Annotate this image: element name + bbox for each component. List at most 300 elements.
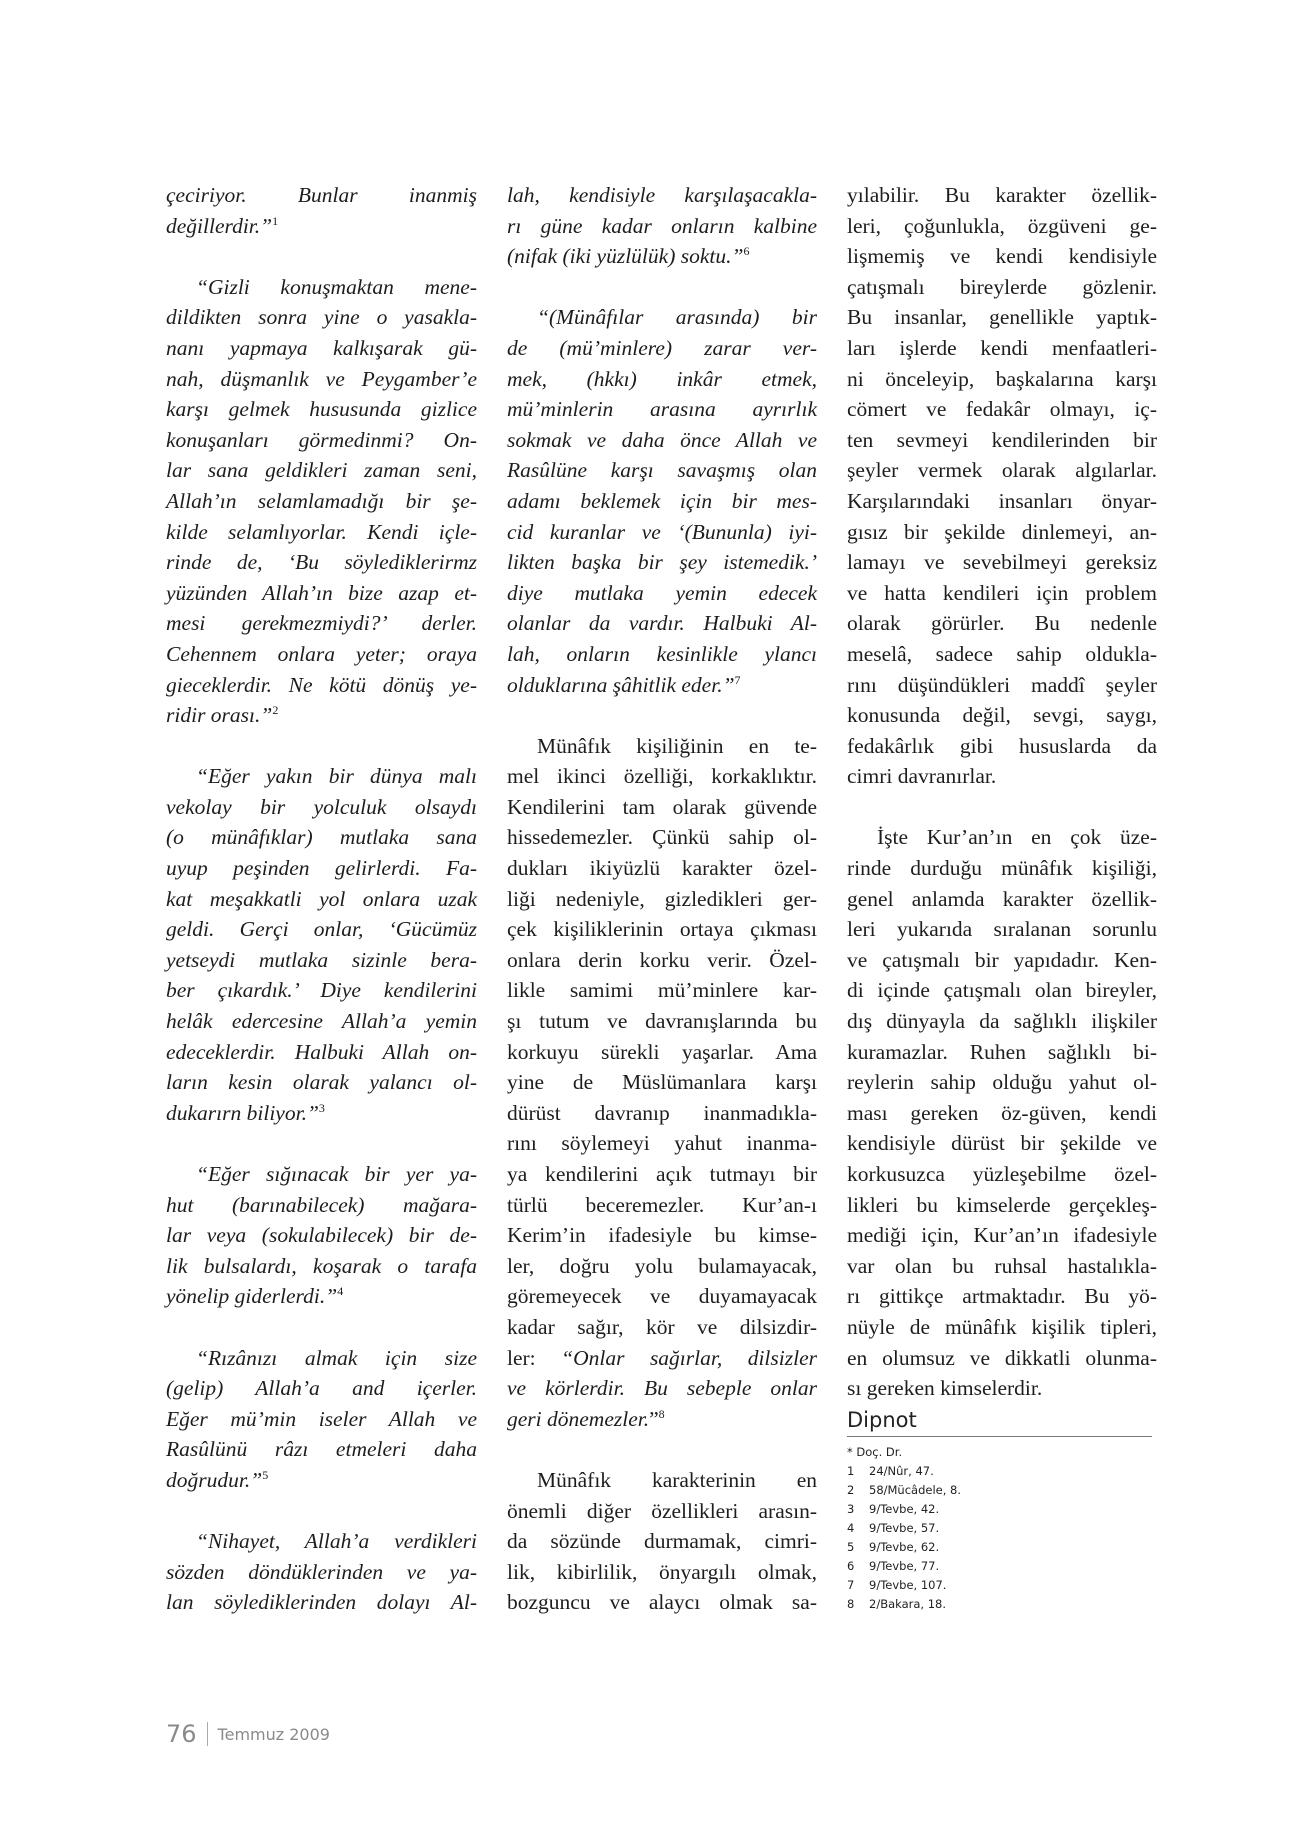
line-text: ber çıkardık.’ Diye kendilerini: [166, 978, 477, 1003]
line-text: nüyle de münâfık kişilik tipleri,: [847, 1314, 1157, 1339]
text-line: [507, 1526, 817, 1557]
text-line: [847, 1128, 1157, 1159]
line-text: cömert ve fedakâr olmayı, iç-: [847, 397, 1157, 422]
paragraph-gap: [166, 1312, 477, 1343]
line-text: yüzünden Allah’ın bize azap et-: [166, 580, 477, 605]
line-text: Karşılarındaki insanları önyar-: [847, 488, 1157, 513]
text-line: [166, 608, 477, 639]
text-line: [847, 1312, 1157, 1343]
line-text: Kendilerini tam olarak güvende: [507, 794, 817, 819]
footnote-number: 5: [847, 1539, 855, 1554]
text-line: [166, 884, 477, 915]
text-line: [507, 1373, 817, 1404]
text-line: [847, 945, 1157, 976]
footnote-reference-text: 9/Tevbe, 77.: [869, 1558, 940, 1573]
line-text: dukarırn biliyor.”: [166, 1100, 319, 1125]
text-line: [507, 792, 817, 823]
line-text: onlara derin korku verir. Özel-: [507, 947, 817, 972]
text-line: [166, 425, 477, 456]
text-column-2: [507, 180, 817, 1618]
footnote-reference: 4: [337, 1284, 344, 1299]
text-line: [507, 578, 817, 609]
text-line: [847, 272, 1157, 303]
text-line: [847, 639, 1157, 670]
paragraph-gap: [166, 1496, 477, 1527]
text-line: [847, 1098, 1157, 1129]
text-line: [847, 731, 1157, 762]
line-text: lar veya (sokulabilecek) bir de-: [166, 1223, 477, 1248]
line-text: konuşanları görmedinmi? On-: [166, 427, 477, 452]
line-text: rını düşündükleri maddî şeyler: [847, 672, 1157, 697]
text-line: [507, 1159, 817, 1190]
text-line: [847, 517, 1157, 548]
footnote-number: 4: [847, 1520, 855, 1535]
text-line: [507, 945, 817, 976]
text-line: [166, 1587, 477, 1618]
text-line: [507, 1404, 817, 1435]
text-line: [507, 1037, 817, 1068]
line-text: türlü beceremezler. Kur’an-ı: [507, 1192, 817, 1217]
line-text: (nifak (iki yüzlülük) soktu.”: [507, 244, 744, 269]
line-text: ve çatışmalı bir yapıdadır. Ken-: [847, 947, 1157, 972]
footnote-reference-text: 2/Bakara, 18.: [869, 1596, 947, 1611]
text-line: [507, 364, 817, 395]
footnote-reference-text: 58/Mücâdele, 8.: [869, 1482, 962, 1497]
line-text: cid kuranlar ve ‘(Bununla) iyi-: [507, 519, 817, 544]
line-text: geldi. Gerçi onlar, ‘Gücümüz: [166, 917, 477, 942]
line-text: lişmemiş ve kendi kendisiyle: [847, 244, 1157, 269]
line-text: mü’minlerin arasına ayrırlık: [507, 397, 817, 422]
line-text: çatışmalı bireylerde gözlenir.: [847, 274, 1157, 299]
line-text: hut (barınabilecek) mağara-: [166, 1192, 477, 1217]
footnote-list: [847, 1462, 1157, 1614]
text-line: [847, 241, 1157, 272]
line-text: rinde durduğu münâfık kişiliği,: [847, 856, 1157, 881]
footnote-reference-text: 24/Nûr, 47.: [869, 1463, 934, 1478]
paragraph-gap: [166, 731, 477, 762]
line-text: geri dönemezler.: [507, 1406, 650, 1431]
text-line: [507, 394, 817, 425]
line-text: sı gereken kimselerdir.: [847, 1376, 1043, 1401]
line-text: Eğer mü’min iseler Allah ve: [166, 1406, 477, 1431]
line-text: Cehennem onlara yeter; oraya: [166, 641, 477, 666]
paragraph-gap: [507, 1434, 817, 1465]
text-line: [507, 241, 817, 272]
line-text: fedakârlık gibi hususlarda da: [847, 733, 1157, 758]
line-text: konusunda değil, sevgi, saygı,: [847, 703, 1157, 728]
page-footer: [166, 1720, 330, 1748]
text-line: [166, 1373, 477, 1404]
text-line: [507, 1281, 817, 1312]
text-line: [847, 1251, 1157, 1282]
line-text: Kerim’in ifadesiyle bu kimse-: [507, 1223, 817, 1248]
footnote-item: [847, 1481, 1157, 1500]
line-text: ler, doğru yolu bulamayacak,: [507, 1253, 817, 1278]
line-text: mel ikinci özelliği, korkaklıktır.: [507, 764, 817, 789]
footnote-reference-text: 9/Tevbe, 107.: [869, 1577, 947, 1592]
text-line: [847, 486, 1157, 517]
line-text: var olan bu ruhsal hastalıkla-: [847, 1253, 1157, 1278]
line-text: ve körlerdir. Bu sebeple onlar: [507, 1376, 817, 1401]
quoted-text: “Onlar sağırlar, dilsizler: [561, 1345, 817, 1370]
text-line: [166, 761, 477, 792]
line-text: “Nihayet, Allah’a verdikleri: [196, 1529, 477, 1554]
text-line: [166, 1006, 477, 1037]
footnote-reference: 2: [272, 703, 279, 718]
text-line: [166, 302, 477, 333]
text-line: [847, 1006, 1157, 1037]
text-column-3: [847, 180, 1157, 1614]
footnote-item: [847, 1462, 1157, 1481]
footnote-number: 1: [847, 1463, 855, 1478]
text-line: [166, 853, 477, 884]
text-line: [166, 822, 477, 853]
text-line: [166, 180, 477, 211]
text-line: [166, 517, 477, 548]
text-line: [847, 394, 1157, 425]
line-text: karşı gelmek hususunda gizlice: [166, 397, 477, 422]
text-line: [847, 302, 1157, 333]
text-line: [507, 1587, 817, 1618]
line-text: çek kişiliklerinin ortaya çıkması: [507, 917, 817, 942]
line-text: genel anlamda karakter özellik-: [847, 886, 1157, 911]
line-text: ması gereken öz-güven, kendi: [847, 1100, 1157, 1125]
line-text: (o münâfıklar) mutlaka sana: [166, 825, 477, 850]
text-line: [166, 1343, 477, 1374]
text-line: [166, 975, 477, 1006]
line-text: rını söylemeyi yahut inanma-: [507, 1131, 817, 1156]
line-text: Bu insanlar, genellikle yaptık-: [847, 305, 1157, 330]
line-text: leri yukarıda sıralanan sorunlu: [847, 917, 1157, 942]
column-3-body: [847, 180, 1157, 1404]
line-text: gısız bir şekilde dinlemeyi, an-: [847, 519, 1157, 544]
line-text: ler:: [507, 1345, 562, 1370]
line-text: sözden döndüklerinden ve ya-: [166, 1559, 477, 1584]
line-text: edeceklerdir. Halbuki Allah on-: [166, 1039, 477, 1064]
page-number: 76: [166, 1720, 197, 1748]
line-text: kilde selamlıyorlar. Kendi içle-: [166, 519, 477, 544]
footnote-number: 3: [847, 1501, 855, 1516]
line-text: de (mü’minlere) zarar ver-: [507, 335, 817, 360]
footnote-item: [847, 1557, 1157, 1576]
text-line: [507, 455, 817, 486]
closing-quote: ”: [649, 1406, 659, 1431]
footnote-item: [847, 1519, 1157, 1538]
text-line: [166, 945, 477, 976]
text-line: [166, 1526, 477, 1557]
text-line: [507, 822, 817, 853]
text-line: [166, 333, 477, 364]
text-line: [507, 425, 817, 456]
text-line: [507, 1312, 817, 1343]
text-line: [847, 547, 1157, 578]
line-text: leri, çoğunlukla, özgüveni ge-: [847, 213, 1157, 238]
footnote-reference: 7: [734, 672, 741, 687]
text-line: [507, 1190, 817, 1221]
text-line: [166, 1098, 477, 1129]
text-line: [847, 700, 1157, 731]
text-line: [166, 1281, 477, 1312]
footnote-number: 7: [847, 1577, 855, 1592]
issue-date: Temmuz 2009: [217, 1724, 330, 1744]
text-line: [507, 517, 817, 548]
line-text: lik bulsalardı, koşarak o tarafa: [166, 1253, 477, 1278]
line-text: “Eğer yakın bir dünya malı: [196, 764, 477, 789]
text-line: [507, 1067, 817, 1098]
text-line: [166, 1190, 477, 1221]
line-text: ten sevmeyi kendilerinden bir: [847, 427, 1157, 452]
text-line: [847, 914, 1157, 945]
text-line: [847, 1190, 1157, 1221]
paragraph-gap: [507, 272, 817, 303]
line-text: doğrudur.”: [166, 1467, 263, 1492]
text-line: [847, 1037, 1157, 1068]
text-line: [507, 1496, 817, 1527]
text-line: [847, 1159, 1157, 1190]
text-line: [507, 211, 817, 242]
line-text: lar sana geldikleri zaman seni,: [166, 458, 477, 483]
text-line: [507, 1557, 817, 1588]
line-text: di içinde çatışmalı olan bireyler,: [847, 978, 1157, 1003]
footnote-item: [847, 1500, 1157, 1519]
text-line: [847, 975, 1157, 1006]
footnote-reference-text: 9/Tevbe, 57.: [869, 1520, 940, 1535]
line-text: “Rızânızı almak için size: [196, 1345, 477, 1370]
paragraph-gap: [847, 792, 1157, 823]
footnote-item: [847, 1576, 1157, 1595]
line-text: Rasûlüne karşı savaşmış olan: [507, 458, 817, 483]
text-line: [847, 1067, 1157, 1098]
line-text: “Eğer sığınacak bir yer ya-: [196, 1162, 477, 1186]
line-text: mesi gerekmezmiydi?’ derler.: [166, 611, 477, 636]
line-text: lah, onların kesinlikle ylancı: [507, 641, 817, 666]
text-line: [166, 272, 477, 303]
text-line: [166, 578, 477, 609]
line-text: nanı yapmaya kalkışarak gü-: [166, 335, 477, 360]
line-text: adamı beklemek için bir mes-: [507, 488, 817, 513]
line-text: helâk edercesine Allah’a yemin: [166, 1009, 477, 1034]
text-line: [507, 1098, 817, 1129]
text-line: [847, 670, 1157, 701]
footnote-reference: 8: [658, 1406, 665, 1421]
text-line: [507, 486, 817, 517]
text-line: [507, 639, 817, 670]
text-line: [847, 608, 1157, 639]
footnote-reference: 1: [272, 213, 279, 228]
footnote-reference: 6: [743, 244, 750, 259]
text-line: [166, 1404, 477, 1435]
line-text: ya kendilerini açık tutmayı bir: [507, 1162, 817, 1186]
footnote-number: 8: [847, 1596, 855, 1611]
line-text: ları işlerde kendi menfaatleri-: [847, 335, 1157, 360]
text-line: [507, 670, 817, 701]
line-text: cimri davranırlar.: [847, 764, 997, 789]
line-text: mediği için, Kur’an’ın ifadesiyle: [847, 1223, 1157, 1248]
text-line: [166, 486, 477, 517]
line-text: hissedemezler. Çünkü sahip ol-: [507, 825, 817, 850]
text-line: [507, 1251, 817, 1282]
line-text: Rasûlünü râzı etmeleri daha: [166, 1437, 477, 1462]
line-text: kuramazlar. Ruhen sağlıklı bi-: [847, 1039, 1157, 1064]
footnote-reference: 5: [262, 1467, 269, 1482]
line-text: göremeyecek ve duyamayacak: [507, 1284, 817, 1309]
text-line: [507, 1128, 817, 1159]
line-text: değillerdir.”: [166, 213, 273, 238]
line-text: lamayı ve sevebilmeyi gereksiz: [847, 550, 1157, 575]
line-text: en olumsuz ve dikkatli olunma-: [847, 1345, 1157, 1370]
text-line: [847, 211, 1157, 242]
line-text: korkusuzca yüzleşebilme özel-: [847, 1162, 1157, 1186]
line-text: çeciriyor. Bunlar inanmiş: [166, 183, 477, 207]
line-text: liği nedeniyle, gizledikleri ger-: [507, 886, 817, 911]
footnote-reference-text: 9/Tevbe, 42.: [869, 1501, 940, 1516]
text-line: [507, 1465, 817, 1496]
line-text: ridir orası.”: [166, 703, 273, 728]
text-line: [166, 1465, 477, 1496]
text-line: [507, 180, 817, 211]
line-text: yılabilir. Bu karakter özellik-: [847, 183, 1157, 207]
line-text: sokmak ve daha önce Allah ve: [507, 427, 817, 452]
text-line: [507, 1006, 817, 1037]
footnote-reference: 3: [318, 1100, 325, 1115]
text-line: [507, 547, 817, 578]
text-line: [166, 1557, 477, 1588]
text-line: [507, 853, 817, 884]
line-text: rı güne kadar onların kalbine: [507, 213, 817, 238]
line-text: korkuyu sürekli yaşarlar. Ama: [507, 1039, 817, 1064]
footer-divider: [207, 1722, 208, 1746]
line-text: diye mutlaka yemin edecek: [507, 580, 817, 605]
text-line: [507, 1343, 817, 1374]
line-text: ni önceleyip, başkalarına karşı: [847, 366, 1157, 391]
line-text: kendisiyle dürüst bir şekilde ve: [847, 1131, 1157, 1156]
line-text: dış dünyayla da sağlıklı ilişkiler: [847, 1009, 1157, 1034]
text-line: [507, 333, 817, 364]
line-text: yine de Müslümanlara karşı: [507, 1070, 817, 1095]
line-text: reylerin sahip olduğu yahut ol-: [847, 1070, 1157, 1095]
line-text: Münâfık kişiliğinin en te-: [537, 733, 817, 758]
line-text: yönelip giderlerdi.”: [166, 1284, 338, 1309]
text-line: [847, 822, 1157, 853]
paragraph-gap: [166, 1128, 477, 1159]
line-text: olanlar da vardır. Halbuki Al-: [507, 611, 817, 636]
text-line: [507, 761, 817, 792]
text-line: [166, 700, 477, 731]
line-text: olarak görürler. Bu nedenle: [847, 611, 1157, 636]
line-text: olduklarına şâhitlik eder.”: [507, 672, 735, 697]
text-line: [847, 455, 1157, 486]
text-column-1: [166, 180, 477, 1618]
text-line: [847, 180, 1157, 211]
text-line: [166, 547, 477, 578]
line-text: Münâfık karakterinin en: [537, 1467, 817, 1492]
line-text: dildikten sonra yine o yasakla-: [166, 305, 477, 330]
footnote-number: 6: [847, 1558, 855, 1573]
line-text: meselâ, sadece sahip oldukla-: [847, 641, 1157, 666]
paragraph-gap: [166, 241, 477, 272]
text-line: [507, 731, 817, 762]
footnotes-divider: [847, 1436, 1152, 1437]
footnote-item: [847, 1538, 1157, 1557]
text-line: [166, 914, 477, 945]
line-text: mek, (hkkı) inkâr etmek,: [507, 366, 817, 391]
line-text: bozguncu ve alaycı olmak sa-: [507, 1590, 817, 1615]
author-note: * Doç. Dr.: [847, 1444, 903, 1459]
text-line: [507, 975, 817, 1006]
line-text: lan söylediklerinden dolayı Al-: [166, 1590, 477, 1615]
text-line: [166, 1037, 477, 1068]
text-line: [166, 1220, 477, 1251]
footnote-item: [847, 1595, 1157, 1614]
text-line: [507, 1220, 817, 1251]
text-line: [507, 302, 817, 333]
text-line: [166, 1251, 477, 1282]
line-text: uyup peşinden gelirlerdi. Fa-: [166, 856, 477, 881]
text-line: [847, 425, 1157, 456]
text-line: [847, 853, 1157, 884]
text-line: [847, 1220, 1157, 1251]
line-text: lik, kibirlilik, önyargılı olmak,: [507, 1559, 817, 1584]
text-line: [166, 1434, 477, 1465]
line-text: (gelip) Allah’a and içerler.: [166, 1376, 477, 1401]
line-text: “(Münâfılar arasında) bir: [537, 305, 817, 330]
line-text: şeyler vermek olarak algılarlar.: [847, 458, 1157, 483]
text-line: [166, 455, 477, 486]
text-line: [847, 333, 1157, 364]
line-text: nah, düşmanlık ve Peygamber’e: [166, 366, 477, 391]
line-text: ve hatta kendileri için problem: [847, 580, 1157, 605]
line-text: dukları ikiyüzlü karakter özel-: [507, 856, 817, 881]
line-text: kat meşakkatli yol onlara uzak: [166, 886, 477, 911]
line-text: lah, kendisiyle karşılaşacakla-: [507, 183, 817, 207]
line-text: likleri bu kimselerde gerçekleş-: [847, 1192, 1157, 1217]
text-line: [166, 364, 477, 395]
footnote-number: 2: [847, 1482, 855, 1497]
text-line: [507, 884, 817, 915]
line-text: gieceklerdir. Ne kötü dönüş ye-: [166, 672, 477, 697]
line-text: da sözünde durmamak, cimri-: [507, 1529, 817, 1554]
text-line: [847, 1343, 1157, 1374]
text-line: [507, 914, 817, 945]
text-line: [847, 1281, 1157, 1312]
line-text: rinde de, ‘Bu söylediklerirmz: [166, 550, 477, 575]
line-text: likten başka bir şey istemedik.’: [507, 550, 817, 575]
line-text: Allah’ın selamlamadığı bir şe-: [166, 488, 477, 513]
text-line: [847, 884, 1157, 915]
line-text: “Gizli konuşmaktan mene-: [196, 274, 477, 299]
line-text: şı tutum ve davranışlarında bu: [507, 1009, 817, 1034]
text-line: [166, 792, 477, 823]
footnotes-title: Dipnot: [847, 1407, 917, 1432]
line-text: dürüst davranıp inanmadıkla-: [507, 1100, 817, 1125]
text-line: [507, 608, 817, 639]
line-text: likle samimi mü’minlere kar-: [507, 978, 817, 1003]
text-line: [847, 761, 1157, 792]
line-text: vekolay bir yolculuk olsaydı: [166, 794, 477, 819]
text-line: [166, 670, 477, 701]
line-text: ların kesin olarak yalancı ol-: [166, 1070, 477, 1095]
text-line: [166, 394, 477, 425]
line-text: önemli diğer özellikleri arasın-: [507, 1498, 817, 1523]
text-line: [847, 364, 1157, 395]
text-line: [166, 639, 477, 670]
text-line: [847, 578, 1157, 609]
line-text: kadar sağır, kör ve dilsizdir-: [507, 1314, 817, 1339]
footnotes-section: [847, 1406, 1157, 1614]
text-line: [166, 211, 477, 242]
text-line: [847, 1373, 1157, 1404]
paragraph-gap: [507, 700, 817, 731]
